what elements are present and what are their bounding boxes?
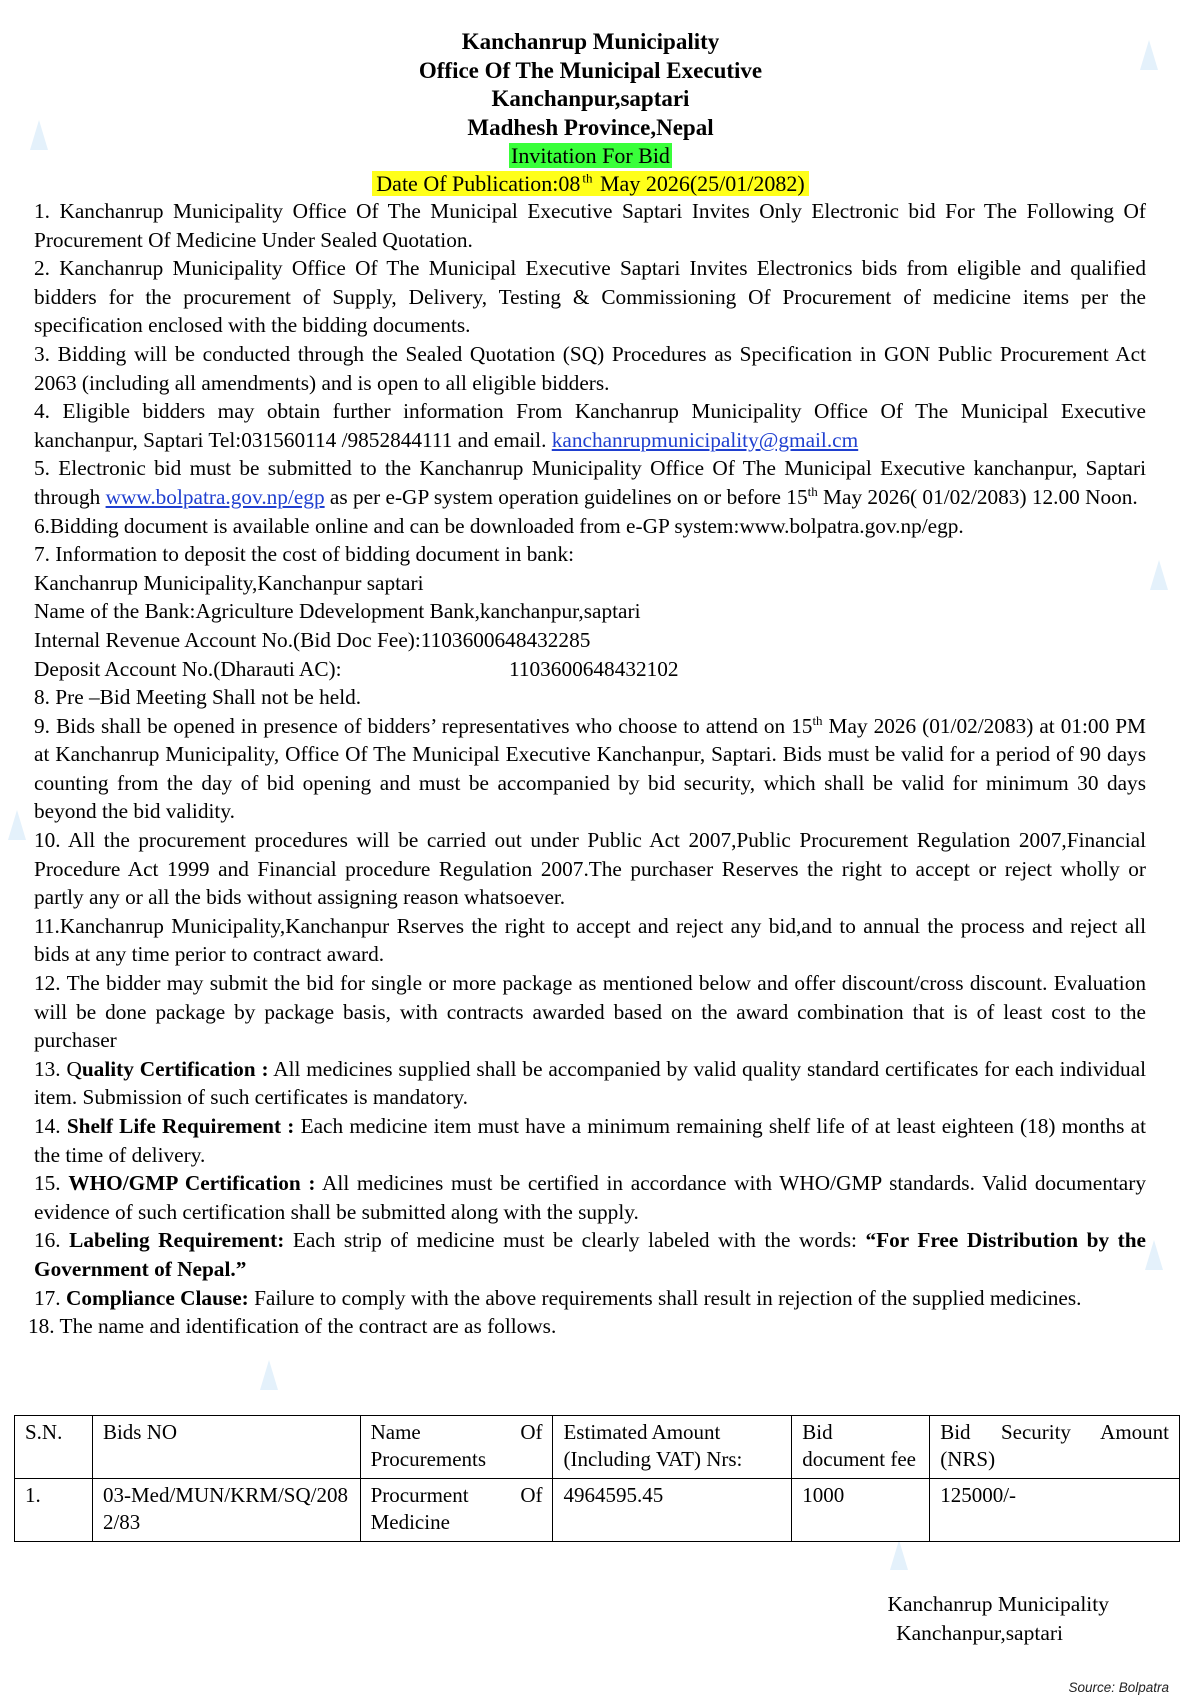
cell-estimated-amount: 4964595.45 [553,1479,792,1542]
clause-15: 15. WHO/GMP Certification : All medicines must be certified in accordance with WHO/GMP standards. Valid documentary evidence of such certification shall be submitted along with the supply. [34,1171,1146,1224]
clause-16: 16. Labeling Requirement: Each strip of medicine must be clearly labeled with the words: “For Free Distribution by the Government of Nepal.” [34,1228,1146,1281]
header-estimated-amount: Estimated Amount (Including VAT) Nrs: [553,1416,792,1479]
notice-header [0,28,1181,198]
clause-11: 11.Kanchanrup Municipality,Kanchanpur Rserves the right to accept and reject any bid,and to annual the process and reject all bids at any time perior to contract award. [34,913,1146,967]
clause-18: 18. The name and identification of the contract are as follows. [28,1314,557,1339]
header-bid-security: Bid Security Amount (NRS) [930,1416,1180,1479]
watermark-arrow-icon [890,1540,908,1570]
watermark-arrow-icon [1145,1240,1163,1270]
clause-12: 12. The bidder may submit the bid for single or more package as mentioned below and offer discount/cross discount. Evaluation will be done package by package basis, with contracts awarded based on the award combination that is of least cost to the purchaser [34,971,1146,1053]
cell-bid-security: 125000/- [930,1479,1180,1542]
watermark-arrow-icon [8,810,26,840]
table-header-row [15,1416,1180,1479]
clause-5: 5. Electronic bid must be submitted to the Kanchanrup Municipality Office Of The Municipal Executive kanchanpur, Saptari through www.bolpatra.gov.np/egp as per e-GP system operation guidelines on or before 15th May 2026( 01/02/2083) 12.00 Noon. [34,456,1146,509]
clause-13: 13. Quality Certification : All medicines supplied shall be accompanied by valid quality standard certificates for each individual item. Submission of such certificates is mandatory. [34,1056,1147,1110]
source-credit: Source: Bolpatra [1068,1680,1169,1695]
header-bids-no: Bids NO [92,1416,360,1479]
clause-10: 10. All the procurement procedures will be carried out under Public Act 2007,Public Procurement Regulation 2007,Financial Procedure Act 1999 and Financial procedure Regulation 2007.The purchaser Reserves the right to accept or reject wholly or partly any or all the bids without assigning reason whatsoever. [34,828,1146,910]
cell-bid-doc-fee: 1000 [792,1479,930,1542]
bank-account-name: Kanchanrup Municipality,Kanchanpur saptari [34,570,424,595]
revenue-account: Internal Revenue Account No.(Bid Doc Fee):1103600648432285 [34,627,591,652]
municipality-name: Kanchanrup Municipality [461,29,720,54]
clause-2: 2. Kanchanrup Municipality Office Of The Municipal Executive Saptari Invites Electronics bids from eligible and qualified bidders for the procurement of Supply, Delivery, Testing & Commissioning Of Procurement of medicine items per the specification enclosed with the bidding documents. [34,256,1146,338]
cell-bids-no: 03-Med/MUN/KRM/SQ/2082/83 [92,1479,360,1542]
signature-line-2: Kanchanpur,saptari [896,1620,1063,1645]
signature-line-1: Kanchanrup Municipality [887,1592,1109,1616]
bank-name: Name of the Bank:Agriculture Ddevelopment Bank,kanchanpur,saptari [34,599,641,624]
clause-9: 9. Bids shall be opened in presence of bidders’ representatives who choose to attend on 15th May 2026 (01/02/2083) at 01:00 PM at Kanchanrup Municipality, Office Of The Municipal Executive Kanchanpur, Saptari. Bids must be valid for a period of 90 days counting from the day of bid opening and must be accompanied by bid security, which shall be valid for minimum 30 days beyond the bid validity. [34,712,1146,824]
contract-table [14,1415,1180,1542]
clause-4: 4. Eligible bidders may obtain further information From Kanchanrup Municipality Office Of The Municipal Executive kanchanpur, Saptari Tel:031560114 /9852844111 and email. kanchanrupmunicipality@gmail.cm [34,399,1146,452]
cell-sn: 1. [15,1479,93,1542]
clause-7: 7. Information to deposit the cost of bidding document in bank: [34,542,575,567]
watermark-arrow-icon [1150,560,1168,590]
table-row [15,1479,1180,1542]
email-link[interactable]: kanchanrupmunicipality@gmail.cm [551,427,859,452]
publication-date: Date Of Publication:08 $^{th}$ May 2026(25/01/2082) [0,170,1181,198]
clause-14: 14. Shelf Life Requirement : Each medicine item must have a minimum remaining shelf life of at least eighteen (18) months at the time of delivery. [34,1114,1146,1167]
deposit-account: Deposit Account No.(Dharauti AC): 1103600648432102 [34,656,679,681]
clause-1: 1. Kanchanrup Municipality Office Of The Municipal Executive Saptari Invites Only Electronic bid For The Following Of Procurement Of Medicine Under Sealed Quotation. [34,199,1146,252]
clause-3: 3. Bidding will be conducted through the Sealed Quotation (SQ) Procedures as Specification in GON Public Procurement Act 2063 (including all amendments) and is open to all eligible bidders. [34,341,1146,395]
signature-block [887,1590,1109,1647]
invitation-title: Invitation For Bid [511,143,670,168]
office-name: Office Of The Municipal Executive [418,57,763,83]
header-sn: S.N. [15,1416,93,1479]
province-name: Madhesh Province,Nepal [467,114,714,140]
office-location: Kanchanpur,saptari [491,86,690,111]
egp-link[interactable]: www.bolpatra.gov.np/egp [105,484,325,509]
clause-17: 17. Compliance Clause: Failure to comply with the above requirements shall result in rejection of the supplied medicines. [34,1285,1082,1310]
clause-6: 6.Bidding document is available online and can be downloaded from e-GP system:www.bolpatra.gov.np/egp. [34,513,964,538]
clause-8: 8. Pre –Bid Meeting Shall not be held. [34,685,362,710]
header-bid-doc-fee: Bid document fee [792,1416,930,1479]
notice-body [28,197,1147,1341]
header-procurement-name: Name Of Procurements [360,1416,553,1479]
cell-procurement-name: Procurment Of Medicine [360,1479,553,1542]
watermark-arrow-icon [260,1360,278,1390]
